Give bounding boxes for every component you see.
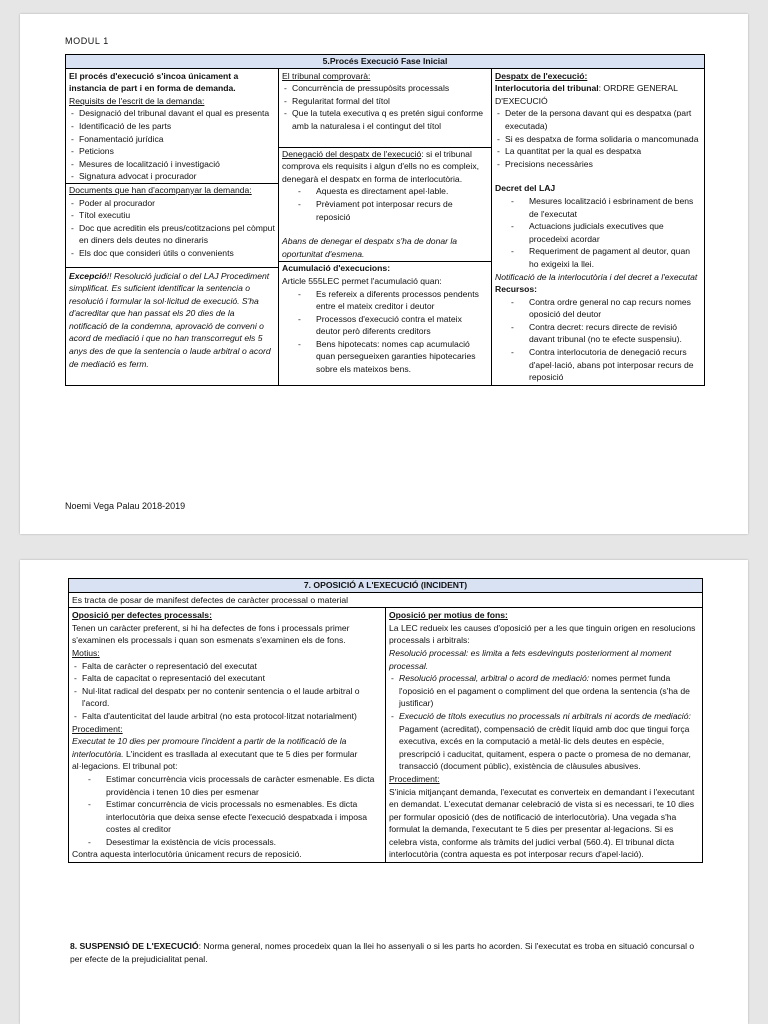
substantive-text: La LEC redueix les causes d'oposició per a les que tinguin origen en resolucions processals i arbitrals:: [389, 622, 696, 646]
exception-paragraph: [69, 268, 275, 371]
document-page-2: [20, 560, 748, 1024]
procedure-text: S'inicia mitjançant demanda, l'executat es converteix en demandant i l'executant en demandat. L'executat demanar celebració de vista si es necessari, te 10 dies per formular oposició (des de notificació de interlocutòria). Una vegada s'ha formulat la demanda, l'executant te 5 dies per presentar al·legacions. Si es celebra vista, conforme als tràmits del judici verbal (560.4). El tribunal dicta interlocutòria (contra aquesta es pot interposar recurs d'apel·lació).: [389, 786, 695, 860]
denial-heading: Denegació del despatx de l'execució: [282, 148, 422, 159]
exception-label: Excepció: [69, 270, 107, 281]
list-item: - Contra ordre general no cap recurs nomes oposició del deutor: [495, 296, 701, 321]
procedure-text: L'incident es trasllada al executant que te 5 dies per formular al·legacions. El tribunal pot:: [72, 748, 358, 772]
list-item: - Concurrència de pressupòsits processals: [282, 82, 488, 95]
list-item: - Nul·litat radical del despatx per no contenir sentencia o el laude arbitral o l'acord.: [72, 685, 382, 710]
suspension-heading: 8. SUSPENSIÓ DE L'EXECUCIÓ: [70, 941, 199, 951]
list-item: - Falta de caràcter o representació del executat: [72, 660, 382, 673]
opposition-table: [68, 578, 703, 863]
column-dispatch: [492, 68, 705, 385]
grounds-heading: Motius:: [72, 647, 100, 658]
list-item: - Requeriment de pagament al deutor, quan ho exigeixi la llei.: [495, 245, 701, 270]
execution-phase-table: [65, 54, 705, 386]
column-tribunal: [279, 68, 492, 385]
list-item: [389, 672, 699, 710]
column-substantive-grounds: [386, 608, 703, 863]
procedural-heading: Oposició per defectes processals:: [72, 610, 212, 621]
list-item: - Que la tutela executiva q es pretén sigui conforme amb la naturalesa i el contingut del títol: [282, 107, 488, 132]
list-item: - Aquesta es directament apel·lable.: [282, 185, 488, 198]
accumulation-heading: Acumulació d'execucions:: [282, 263, 391, 274]
list-item: - Estimar concurrència de vicis processals no esmenables. Es dicta interlocutòria que deixa sense efecte l'execució despatxada i imposa costes al creditor: [72, 798, 382, 836]
page-header: MODUL 1: [65, 36, 109, 46]
list-item: - Deter de la persona davant qui es despatxa (part executada): [495, 107, 701, 132]
decree-heading: Decret del LAJ: [495, 183, 556, 194]
item-italic: Resolució processal, arbitral o acord de mediació:: [399, 673, 590, 684]
list-item: - Signatura advocat i procurador: [69, 170, 275, 183]
intro-text: El procés d'execució s'incoa únicament a instancia de part i en forma de demanda.: [69, 70, 239, 94]
documents-block: [66, 183, 278, 268]
list-item: - Mesures de localització i investigació: [69, 158, 275, 171]
procedure-heading: Procediment:: [389, 773, 440, 784]
grounds-list: [72, 660, 382, 723]
list-item: [389, 710, 699, 773]
dispatch-list: [495, 107, 701, 170]
denial-text: : si el tribunal comprova els requisits i algun d'ells no es compleix, denegarà el despatx en forma de interlocutòria.: [282, 148, 480, 184]
requirements-list: [69, 107, 275, 183]
list-item: - Fonamentació jurídica: [69, 133, 275, 146]
procedure-list: [72, 773, 382, 849]
document-page-1: [20, 14, 748, 534]
table-title: 7. OPOSICIÓ A L'EXECUCIÓ (INCIDENT): [69, 579, 703, 593]
list-item: - Identificació de les parts: [69, 120, 275, 133]
table-title: 5.Procés Execució Fase Inicial: [66, 55, 705, 69]
list-item: - Falta d'autenticitat del laude arbitral (no esta protocol·litzat notarialment): [72, 710, 382, 723]
requirements-heading: Requisits de l'escrit de la demanda:: [69, 95, 205, 106]
item-text: Pagament (acreditat), compensació de crèdit líquid amb doc que tingui força executiva, excés en la computació a metàl·lic dels deutes en espècie, prescripció i caducitat, quitament, espera o pacte o promesa de no demanar, transacció (document públic), existència de clàusules abusives.: [399, 723, 691, 772]
interlocutory-label: Interlocutoria del tribunal: [495, 83, 599, 94]
list-item: - Precisions necessàries: [495, 158, 701, 171]
amendment-note: Abans de denegar el despatx s'ha de donar la oportunitat d'esmena.: [282, 236, 458, 259]
denial-list: [282, 185, 488, 223]
column-demand: [66, 68, 279, 385]
list-item: - Processos d'execució contra el mateix deutor però diferents creditors: [282, 313, 488, 338]
substantive-italic: Resolució processal: es limita a fets esdevinguts posteriorment al moment processal.: [389, 647, 672, 671]
dispatch-heading: Despatx de l'execució:: [495, 70, 588, 81]
list-item: - Contra interlocutoria de denegació recurs d'apel·lació, abans pot interposar recurs de reposició: [495, 346, 701, 384]
item-italic: Execució de títols executius no processals ni arbitrals ni acords de mediació:: [399, 710, 691, 721]
verification-list: [282, 82, 488, 132]
list-item: - Prèviament pot interposar recurs de reposició: [282, 198, 488, 223]
list-item: - Si es despatxa de forma solidaria o mancomunada: [495, 133, 701, 146]
page-footer: Noemi Vega Palau 2018-2019: [65, 501, 186, 511]
accumulation-text: Article 555LEC permet l'acumulació quan:: [282, 275, 442, 286]
list-item: - Falta de capacitat o representació del executant: [72, 672, 382, 685]
decree-list: [495, 195, 701, 271]
exception-text: !! Resolució judicial o del LAJ Procediment simplificat. Es suficient identificar la sentencia o resolució i formular la sol·licitud de execució. S'ha d'acreditar que han passat els 20 dies de la notificació de la condemna, aprovació de conveni o acord de mediació i que no han transcorregut els 5 anys des de que la sentencia o laude arbitral o acord de mediació es ferm.: [69, 270, 271, 369]
interlocutory-paragraph: [495, 82, 701, 107]
procedure-italic: Executat te 10 dies per promoure l'incident a partir de la notificació de la interlocutòria.: [72, 736, 347, 759]
verification-heading: El tribunal comprovarà:: [282, 70, 371, 81]
list-item: - Actuacions judicials executives que procedeixi acordar: [495, 220, 701, 245]
substantive-heading: Oposició per motius de fons:: [389, 610, 508, 621]
procedure-heading: Procediment:: [72, 723, 123, 734]
denial-paragraph: [282, 148, 488, 186]
list-item: - Els doc que consideri útils o convenients: [69, 247, 275, 260]
appeals-list: [495, 296, 701, 384]
list-item: - Peticions: [69, 145, 275, 158]
list-item: - La quantitat per la qual es despatxa: [495, 145, 701, 158]
list-item: - Es refereix a diferents processos pendents entre el mateix creditor i deutor: [282, 288, 488, 313]
substantive-list: [389, 672, 699, 773]
list-item: - Bens hipotecats: nomes cap acumulació quan persegueixen garanties hipotecaries sobre els mateixos bens.: [282, 338, 488, 376]
procedural-text: Tenen un caràcter preferent, si hi ha defectes de fons i processals primer s'examinen els processals i quan son esmenats s'examinen els de fons.: [72, 622, 350, 646]
list-item: - Títol executiu: [69, 209, 275, 222]
appeals-heading: Recursos:: [495, 284, 538, 295]
suspension-text: : Norma general, nomes procedeix quan la llei ho assenyali o si les parts ho acorden. Si l'executat es troba en situació concursal o per efecte de la prejudicialitat penal.: [70, 941, 695, 964]
list-item: - Poder al procurador: [69, 197, 275, 210]
list-item: - Contra decret: recurs directe de revisió davant tribunal (no te efecte suspensiu).: [495, 321, 701, 346]
list-item: - Designació del tribunal davant el qual es presenta: [69, 107, 275, 120]
interlocutory-text: : ORDRE GENERAL D'EXECUCIÓ: [495, 83, 678, 106]
denial-block: [279, 147, 491, 263]
list-item: - Estimar concurrència vicis processals de caràcter esmenable. Es dicta providència i tenen 10 dies per esmenar: [72, 773, 382, 798]
table-intro: Es tracta de posar de manifest defectes de caràcter processal o material: [69, 592, 703, 608]
closing-text: Contra aquesta interlocutòria únicament recurs de reposició.: [72, 849, 302, 860]
accumulation-list: [282, 288, 488, 376]
list-item: - Desestimar la existència de vicis processals.: [72, 836, 382, 849]
documents-list: [69, 197, 275, 260]
list-item: - Mesures localització i esbrinament de bens de l'executat: [495, 195, 701, 220]
list-item: - Regularitat formal del títol: [282, 95, 488, 108]
notification-note: Notificació de la interlocutòria i del decret a l'executat: [495, 271, 698, 282]
procedure-paragraph: [72, 735, 382, 773]
item-text: nomes permet funda l'oposició en el pagament o compliment del que ordena la sentencia (s'ha de justificar): [399, 673, 690, 709]
suspension-section: [70, 940, 700, 966]
list-item: - Doc que acreditin els preus/cotitzacions pel còmput en diners dels deutes no dineraris: [69, 222, 275, 247]
column-procedural-defects: [69, 608, 386, 863]
documents-heading: Documents que han d'acompanyar la demanda:: [69, 184, 252, 195]
